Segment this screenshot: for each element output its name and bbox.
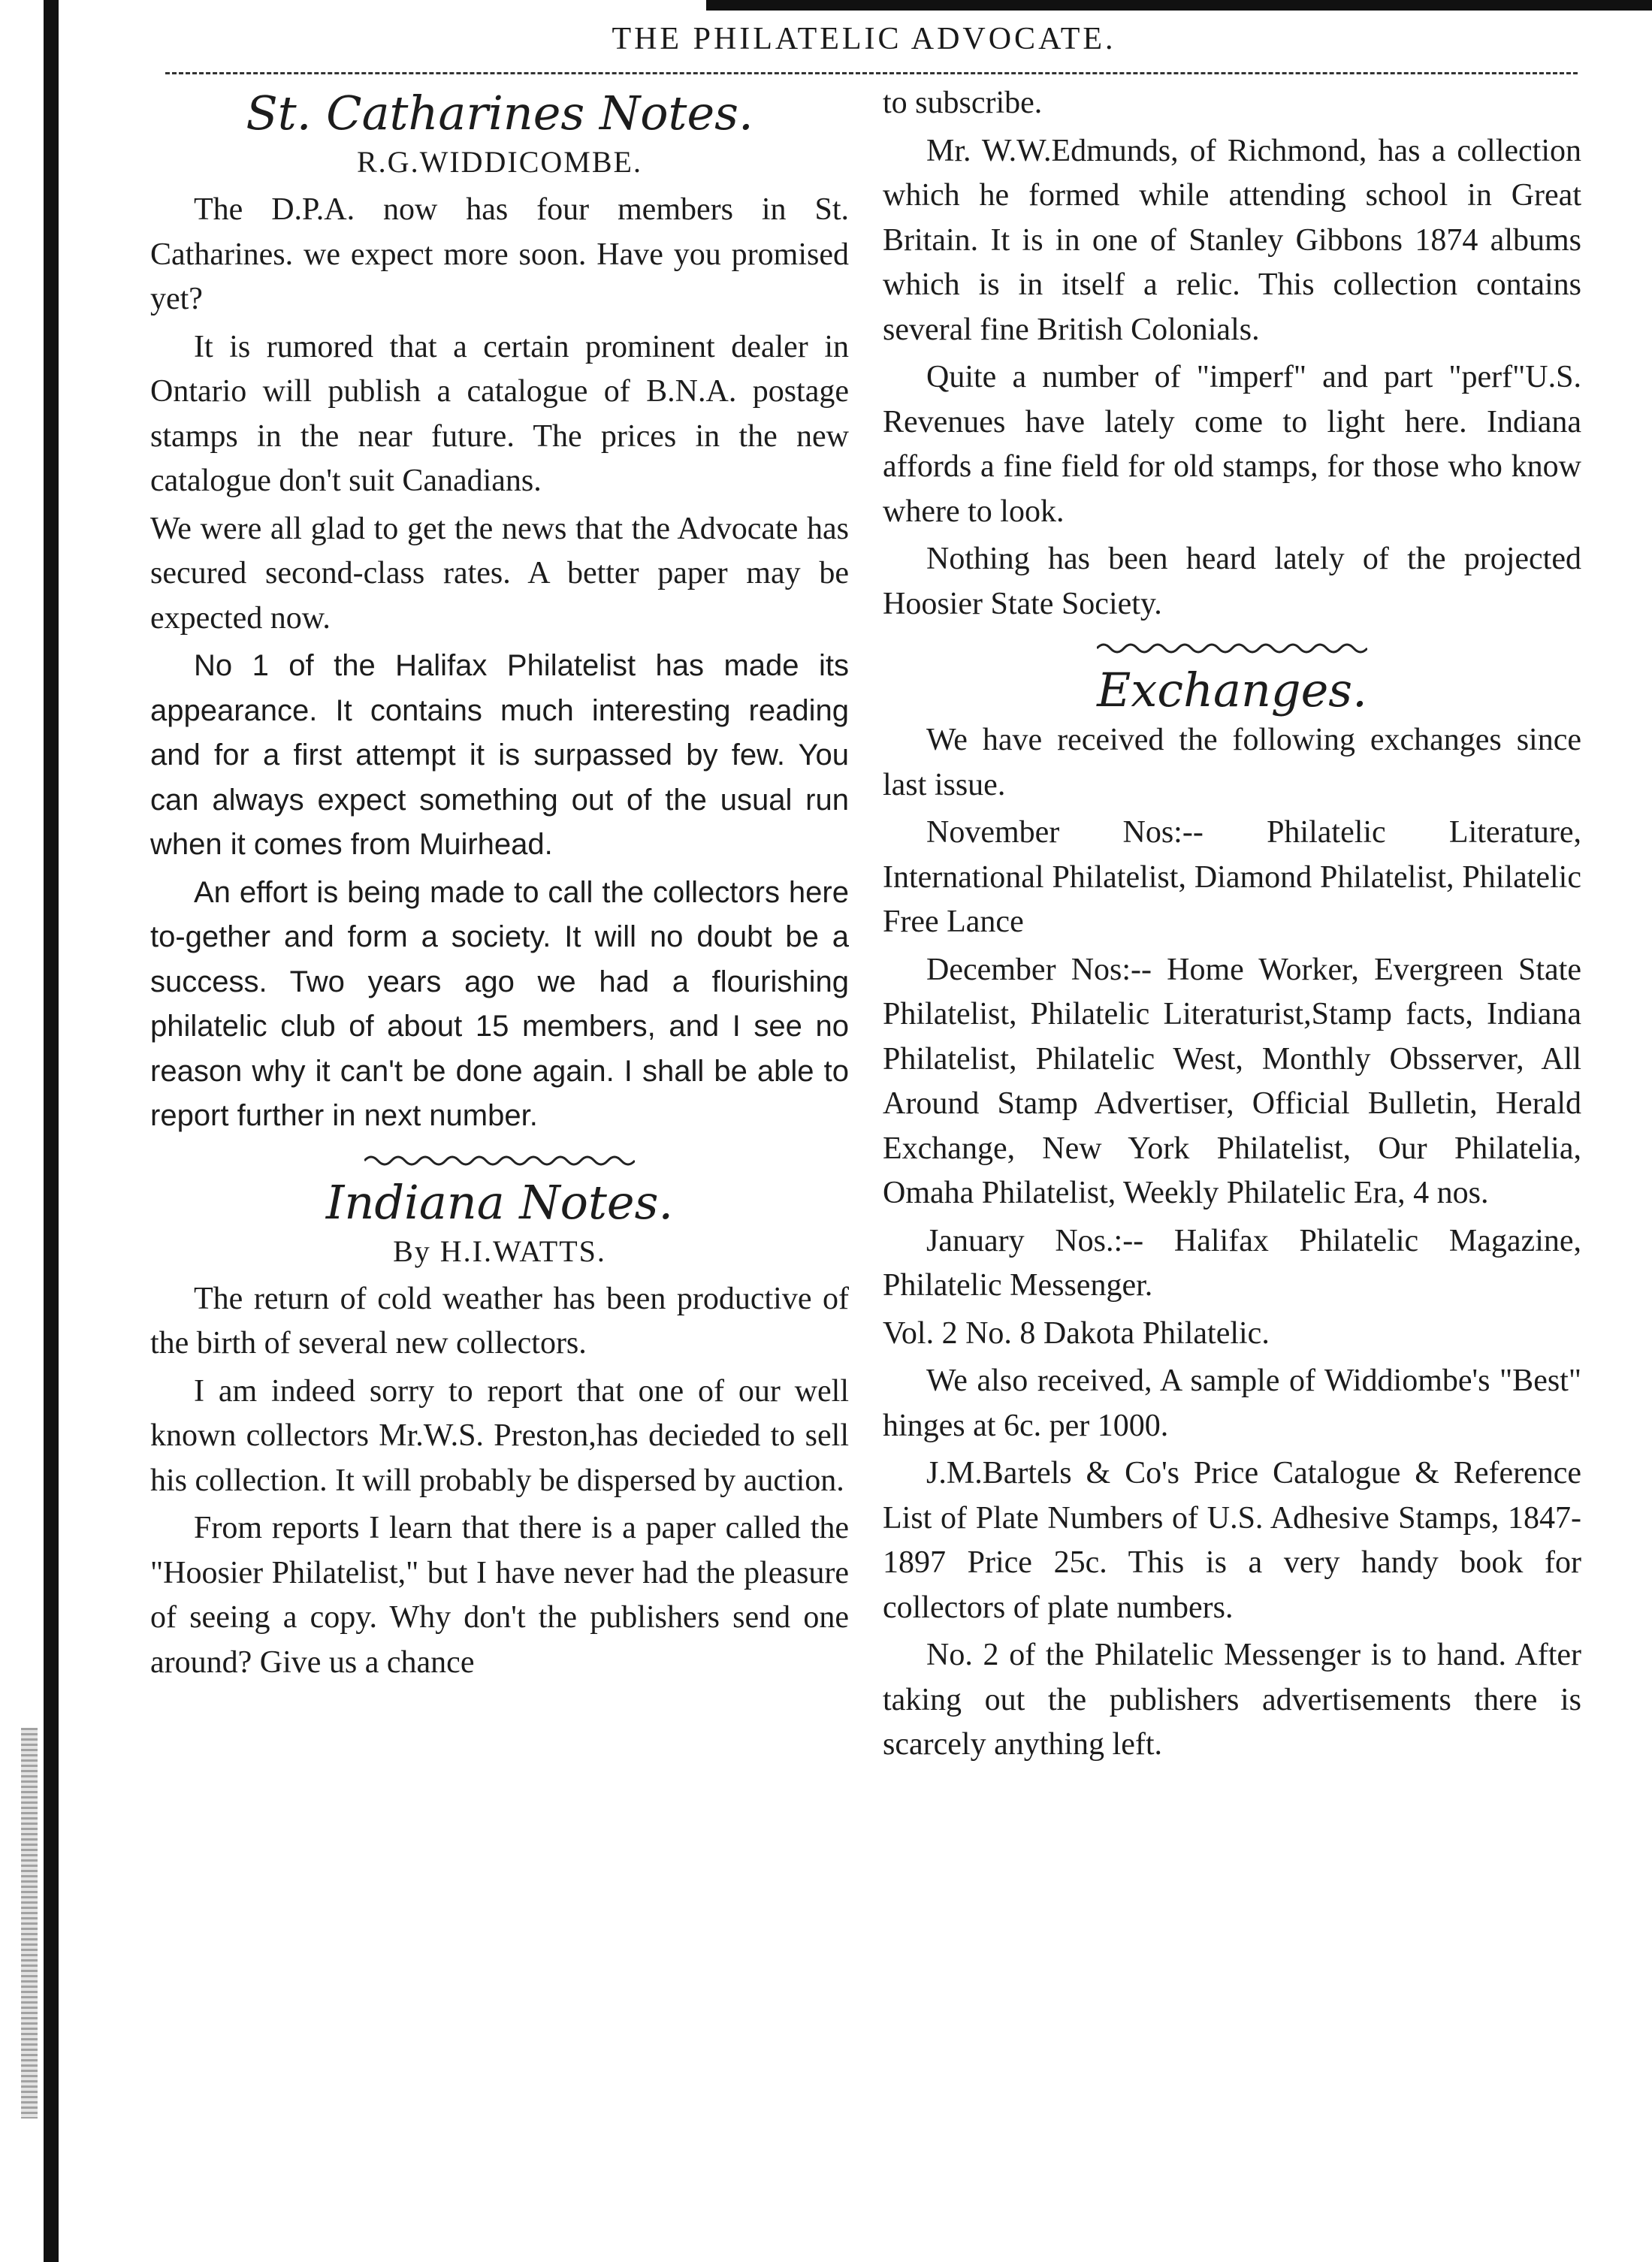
binding-edge — [44, 0, 59, 2262]
article-paragraph: Quite a number of "imperf" and part "perf"U.S. Revenues have lately come to light here. Indiana affords a fine field for old stamps, for those who know where to look. — [883, 360, 1581, 529]
left-column — [150, 81, 849, 1688]
section-divider — [364, 1151, 635, 1170]
article-paragraph: Vol. 2 No. 8 Dakota Philatelic. — [883, 1315, 1270, 1351]
article-paragraph: I am indeed sorry to report that one of our well known collectors Mr.W.S. Preston,has decieded to sell his collection. It will probably be dispersed by auction. — [150, 1373, 849, 1498]
article-heading: Indiana Notes. — [325, 1174, 674, 1230]
article-paragraph: to subscribe. — [883, 86, 1043, 120]
section-divider — [1097, 639, 1367, 658]
article-byline: R.G.WIDDICOMBE. — [357, 145, 642, 179]
article-paragraph: It is rumored that a certain prominent dealer in Ontario will publish a catalogue of B.N.A. postage stamps in the near future. The prices in the new catalogue don't suit Canadians. — [150, 329, 849, 498]
article-heading: Exchanges. — [1097, 663, 1367, 717]
article-paragraph: No 1 of the Halifax Philatelist has made its appearance. It contains much interesting reading and for a first attempt it is surpassed by few. You can always expect something out of the usual run when it comes from Muirhead. — [150, 649, 849, 861]
article-paragraph: Nothing has been heard lately of the projected Hoosier State Society. — [883, 542, 1581, 621]
article-paragraph: We were all glad to get the news that the Advocate has secured second-class rates. A better paper may be expected now. — [150, 511, 849, 636]
article-paragraph: The return of cold weather has been productive of the birth of several new collectors. — [150, 1281, 849, 1361]
article-paragraph: We have received the following exchanges since last issue. — [883, 723, 1581, 802]
article-indiana-continued — [883, 81, 1581, 627]
right-column — [883, 81, 1581, 1771]
article-paragraph: November Nos:-- Philatelic Literature, International Philatelist, Diamond Philatelist, Philatelic Free Lance — [883, 815, 1581, 939]
article-indiana — [150, 1175, 849, 1686]
article-paragraph: December Nos:-- Home Worker, Evergreen State Philatelist, Philatelic Literaturist,Stamp facts, Indiana Philatelist, Philatelic West, Monthly Obsserver, All Around Stamp Advertiser, Official Bulletin, Herald Exchange, New York Philatelist, Our Philatelia, Omaha Philatelist, Weekly Philatelic Era, 4 nos. — [883, 952, 1581, 1210]
article-st-catharines — [150, 86, 849, 1139]
publication-title: THE PHILATELIC ADVOCATE. — [612, 22, 1116, 56]
masthead — [150, 21, 1578, 74]
article-heading: St. Catharines Notes. — [246, 86, 754, 140]
article-paragraph: Mr. W.W.Edmunds, of Richmond, has a collection which he formed while attending school in Great Britain. It is in one of Stanley Gibbons 1874 albums which is in itself a relic. This collection contains several fine British Colonials. — [883, 133, 1581, 347]
article-paragraph: No. 2 of the Philatelic Messenger is to hand. After taking out the publishers advertisements there is scarcely anything left. — [883, 1638, 1581, 1762]
article-exchanges — [883, 663, 1581, 1768]
article-paragraph: J.M.Bartels & Co's Price Catalogue & Reference List of Plate Numbers of U.S. Adhesive Stamps, 1847-1897 Price 25c. This is a very handy book for collectors of plate numbers. — [883, 1456, 1581, 1625]
masthead-rule — [165, 72, 1578, 74]
article-byline: By H.I.WATTS. — [393, 1234, 606, 1268]
article-paragraph: The D.P.A. now has four members in St. Catharines. we expect more soon. Have you promised yet? — [150, 192, 849, 316]
article-paragraph: An effort is being made to call the collectors here to-gether and form a society. It will no doubt be a success. Two years ago we had a flourishing philatelic club of about 15 members, and I see no reason why it can't be done again. I shall be able to report further in next number. — [150, 875, 849, 1132]
scan-artifact — [21, 1728, 38, 2119]
article-paragraph: We also received, A sample of Widdiombe's "Best" hinges at 6c. per 1000. — [883, 1364, 1581, 1443]
article-paragraph: January Nos.:-- Halifax Philatelic Magazine, Philatelic Messenger. — [883, 1223, 1581, 1303]
top-border-rule — [706, 0, 1652, 11]
article-paragraph: From reports I learn that there is a paper called the "Hoosier Philatelist," but I have never had the pleasure of seeing a copy. Why don't the publishers send one around? Give us a chance — [150, 1511, 849, 1680]
